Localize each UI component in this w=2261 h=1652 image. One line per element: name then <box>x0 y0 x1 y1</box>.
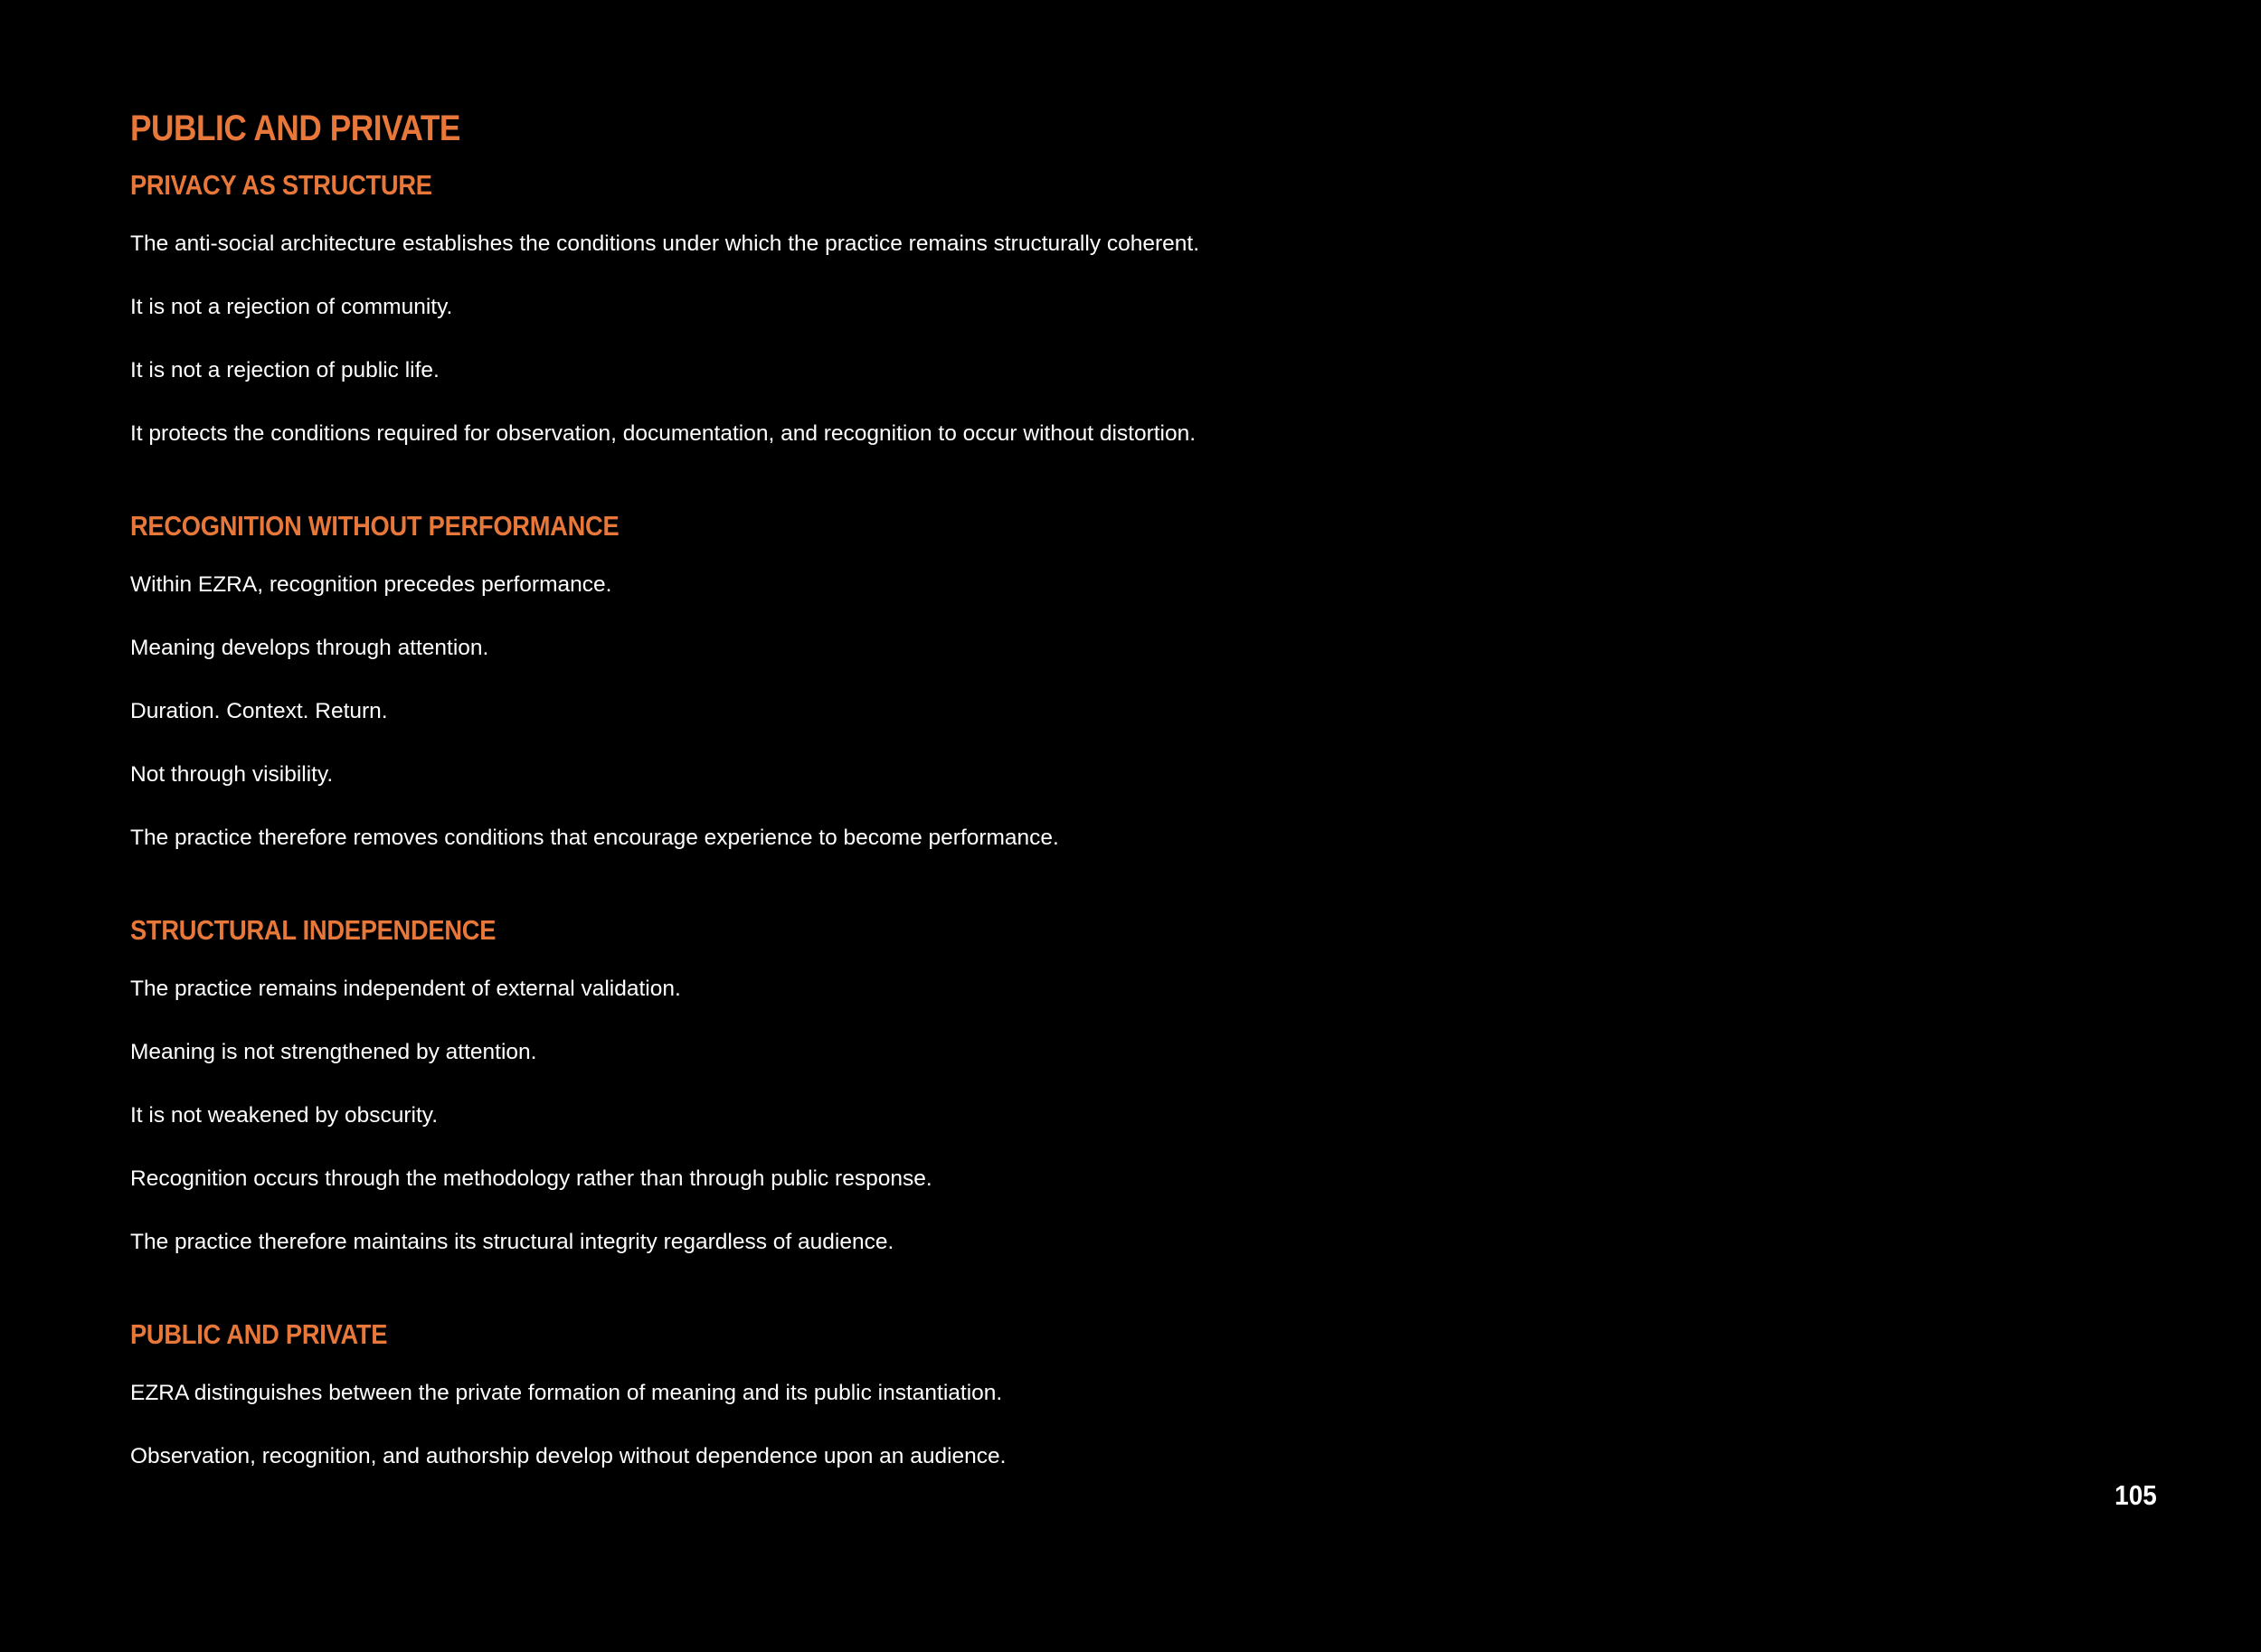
paragraph: It is not a rejection of community. <box>130 295 453 319</box>
document-page <box>130 105 2029 1470</box>
paragraph: Meaning is not strengthened by attention. <box>130 1040 537 1064</box>
paragraph: The anti-social architecture establishes the conditions under which the practice remains structurally coherent. <box>130 231 1200 256</box>
section-heading: RECOGNITION WITHOUT PERFORMANCE <box>130 510 620 542</box>
page-title: PUBLIC AND PRIVATE <box>130 109 460 148</box>
paragraph: Not through visibility. <box>130 762 334 787</box>
page-number: 105 <box>2114 1479 2157 1511</box>
paragraph: The practice therefore removes conditions that encourage experience to become performance. <box>130 826 1059 850</box>
paragraph: The practice therefore maintains its structural integrity regardless of audience. <box>130 1230 894 1254</box>
paragraph: Recognition occurs through the methodology rather than through public response. <box>130 1166 932 1191</box>
section-public-and-private <box>130 1317 2029 1470</box>
paragraph: Meaning develops through attention. <box>130 636 489 660</box>
paragraph: It is not a rejection of public life. <box>130 358 440 382</box>
section-heading: STRUCTURAL INDEPENDENCE <box>130 914 497 946</box>
paragraph: It is not weakened by obscurity. <box>130 1103 438 1128</box>
section-recognition-without-performance <box>130 508 2029 852</box>
paragraph: Observation, recognition, and authorship develop without dependence upon an audience. <box>130 1444 1007 1468</box>
section-structural-independence <box>130 912 2029 1256</box>
section-heading: PUBLIC AND PRIVATE <box>130 1318 388 1350</box>
paragraph: Within EZRA, recognition precedes performance. <box>130 572 612 597</box>
section-privacy-as-structure <box>130 167 2029 448</box>
paragraph: It protects the conditions required for observation, documentation, and recognition to occur without distortion. <box>130 421 1197 446</box>
paragraph: The practice remains independent of external validation. <box>130 977 681 1001</box>
section-heading: PRIVACY AS STRUCTURE <box>130 169 432 201</box>
paragraph: EZRA distinguishes between the private formation of meaning and its public instantiation. <box>130 1381 1003 1405</box>
paragraph: Duration. Context. Return. <box>130 699 388 723</box>
